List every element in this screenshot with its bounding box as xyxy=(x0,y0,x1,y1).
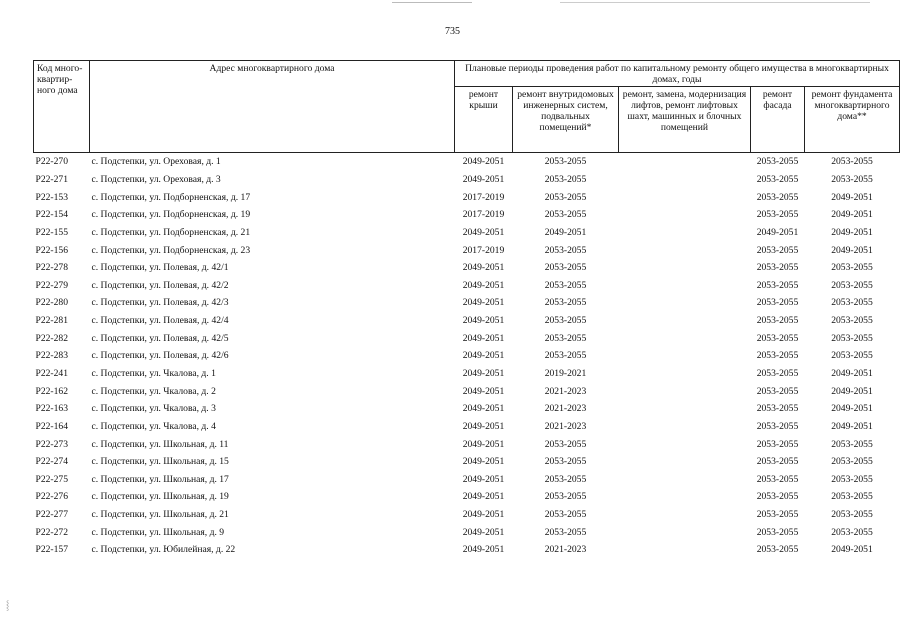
cell-roof: 2049-2051 xyxy=(462,279,505,291)
cell-systems: 2053-2055 xyxy=(544,473,587,485)
cell-lifts xyxy=(619,276,751,294)
cell-foundation: 2053-2055 xyxy=(831,509,873,521)
cell-lifts xyxy=(619,471,751,489)
cell-lifts xyxy=(619,259,751,277)
cell-systems: 2053-2055 xyxy=(544,456,587,468)
cell-lifts xyxy=(619,541,751,559)
cell-code: Р22-272 xyxy=(35,526,69,538)
cell-lifts xyxy=(619,241,751,259)
table-row xyxy=(34,347,900,365)
cell-code: Р22-154 xyxy=(35,209,69,221)
cell-foundation: 2049-2051 xyxy=(831,244,873,256)
cell-roof: 2049-2051 xyxy=(462,332,505,344)
cell-code: Р22-241 xyxy=(35,368,69,379)
cell-foundation: 2053-2055 xyxy=(831,173,873,185)
cell-facade: 2053-2055 xyxy=(756,385,799,397)
header-address: Адрес многоквартирного дома xyxy=(90,61,455,153)
cell-code: Р22-279 xyxy=(35,279,69,291)
cell-foundation: 2053-2055 xyxy=(831,491,873,503)
cell-lifts xyxy=(619,188,751,206)
table-row xyxy=(34,294,900,312)
table-row xyxy=(34,453,900,471)
header-lifts: ремонт, замена, модернизация лифтов, ремонт лифтовых шахт, машинных и блочных помещений xyxy=(619,87,751,153)
table-row xyxy=(34,241,900,259)
cell-roof: 2049-2051 xyxy=(462,509,505,521)
cell-lifts xyxy=(619,418,751,436)
cell-roof: 2049-2051 xyxy=(462,156,505,168)
cell-roof: 2049-2051 xyxy=(462,456,505,468)
cell-systems: 2053-2055 xyxy=(544,244,587,256)
cell-lifts xyxy=(619,153,751,171)
cell-roof: 2049-2051 xyxy=(462,403,505,415)
cell-lifts xyxy=(619,347,751,365)
cell-roof: 2049-2051 xyxy=(462,420,505,432)
cell-lifts xyxy=(619,329,751,347)
cell-roof: 2049-2051 xyxy=(462,262,505,274)
cell-facade: 2053-2055 xyxy=(756,350,799,362)
cell-roof: 2049-2051 xyxy=(462,526,505,538)
table-body xyxy=(34,153,900,559)
cell-lifts xyxy=(619,506,751,524)
cell-address: с. Подстепки, ул. Чкалова, д. 3 xyxy=(91,403,216,415)
top-scan-rule-left xyxy=(392,2,472,3)
capital-repair-table xyxy=(33,60,900,559)
cell-facade: 2049-2051 xyxy=(756,226,799,238)
table-row xyxy=(34,188,900,206)
table-row xyxy=(34,418,900,436)
cell-address: с. Подстепки, ул. Чкалова, д. 4 xyxy=(91,420,216,432)
page-number: 735 xyxy=(445,26,460,37)
cell-roof: 2049-2051 xyxy=(462,491,505,503)
cell-address: с. Подстепки, ул. Подборненская, д. 19 xyxy=(91,209,251,221)
cell-foundation: 2053-2055 xyxy=(831,456,873,468)
cell-facade: 2053-2055 xyxy=(756,544,799,556)
cell-facade: 2053-2055 xyxy=(756,403,799,415)
table-row xyxy=(34,400,900,418)
cell-lifts xyxy=(619,523,751,541)
cell-foundation: 2053-2055 xyxy=(831,315,873,327)
cell-roof: 2049-2051 xyxy=(462,226,505,238)
cell-facade: 2053-2055 xyxy=(756,491,799,503)
table-row xyxy=(34,312,900,330)
cell-code: Р22-277 xyxy=(35,509,69,521)
cell-systems: 2021-2023 xyxy=(544,403,587,415)
cell-lifts xyxy=(619,435,751,453)
cell-code: Р22-156 xyxy=(35,244,69,256)
cell-code: Р22-274 xyxy=(35,456,69,468)
cell-lifts xyxy=(619,453,751,471)
cell-facade: 2053-2055 xyxy=(756,473,799,485)
header-facade: ремонт фасада xyxy=(751,87,805,153)
cell-address: с. Подстепки, ул. Школьная, д. 11 xyxy=(91,438,229,450)
cell-foundation: 2049-2051 xyxy=(831,368,873,379)
cell-code: Р22-275 xyxy=(35,473,69,485)
cell-lifts xyxy=(619,382,751,400)
cell-code: Р22-271 xyxy=(35,173,69,185)
table-row xyxy=(34,541,900,559)
cell-systems: 2019-2021 xyxy=(544,368,587,379)
cell-code: Р22-278 xyxy=(35,262,69,274)
cell-systems: 2053-2055 xyxy=(544,156,587,168)
cell-address: с. Подстепки, ул. Полевая, д. 42/5 xyxy=(91,332,229,344)
cell-foundation: 2053-2055 xyxy=(831,279,873,291)
cell-foundation: 2049-2051 xyxy=(831,385,873,397)
cell-systems: 2049-2051 xyxy=(544,226,587,238)
cell-systems: 2053-2055 xyxy=(544,350,587,362)
table-row xyxy=(34,488,900,506)
cell-address: с. Подстепки, ул. Школьная, д. 21 xyxy=(91,509,229,521)
cell-systems: 2053-2055 xyxy=(544,279,587,291)
cell-address: с. Подстепки, ул. Подборненская, д. 23 xyxy=(91,244,251,256)
cell-systems: 2021-2023 xyxy=(544,385,587,397)
header-foundation: ремонт фундамента многоквартирного дома** xyxy=(805,87,900,153)
cell-address: с. Подстепки, ул. Полевая, д. 42/1 xyxy=(91,262,229,274)
cell-facade: 2053-2055 xyxy=(756,209,799,221)
cell-code: Р22-270 xyxy=(35,156,69,168)
cell-code: Р22-162 xyxy=(35,385,69,397)
cell-address: с. Подстепки, ул. Школьная, д. 19 xyxy=(91,491,229,503)
table-row xyxy=(34,382,900,400)
table-row xyxy=(34,365,900,383)
cell-systems: 2053-2055 xyxy=(544,491,587,503)
table-row xyxy=(34,435,900,453)
cell-code: Р22-164 xyxy=(35,420,69,432)
cell-foundation: 2049-2051 xyxy=(831,191,873,203)
cell-address: с. Подстепки, ул. Школьная, д. 15 xyxy=(91,456,229,468)
cell-address: с. Подстепки, ул. Чкалова, д. 1 xyxy=(91,368,216,379)
cell-address: с. Подстепки, ул. Подборненская, д. 17 xyxy=(91,191,251,203)
cell-systems: 2053-2055 xyxy=(544,332,587,344)
cell-address: с. Подстепки, ул. Чкалова, д. 2 xyxy=(91,385,216,397)
header-systems: ремонт внутридомовых инженерных систем, подвальных помещений* xyxy=(513,87,619,153)
cell-foundation: 2053-2055 xyxy=(831,297,873,309)
cell-code: Р22-153 xyxy=(35,191,69,203)
cell-foundation: 2049-2051 xyxy=(831,420,873,432)
cell-systems: 2021-2023 xyxy=(544,544,587,556)
cell-address: с. Подстепки, ул. Ореховая, д. 3 xyxy=(91,173,221,185)
cell-roof: 2017-2019 xyxy=(462,209,505,221)
table-row xyxy=(34,471,900,489)
cell-foundation: 2053-2055 xyxy=(831,473,873,485)
cell-roof: 2049-2051 xyxy=(462,544,505,556)
cell-roof: 2017-2019 xyxy=(462,191,505,203)
cell-roof: 2049-2051 xyxy=(462,473,505,485)
cell-code: Р22-281 xyxy=(35,315,69,327)
header-periods-group: Плановые периоды проведения работ по капитальному ремонту общего имущества в многоквартирных домах, годы xyxy=(455,61,900,87)
table-row xyxy=(34,506,900,524)
cell-foundation: 2049-2051 xyxy=(831,403,873,415)
cell-facade: 2053-2055 xyxy=(756,332,799,344)
cell-foundation: 2053-2055 xyxy=(831,156,873,168)
cell-facade: 2053-2055 xyxy=(756,438,799,450)
table-row xyxy=(34,259,900,277)
cell-facade: 2053-2055 xyxy=(756,456,799,468)
cell-systems: 2053-2055 xyxy=(544,315,587,327)
cell-roof: 2017-2019 xyxy=(462,244,505,256)
cell-facade: 2053-2055 xyxy=(756,509,799,521)
scan-margin-mark: ⸾ xyxy=(6,600,10,610)
cell-code: Р22-280 xyxy=(35,297,69,309)
cell-facade: 2053-2055 xyxy=(756,156,799,168)
cell-roof: 2049-2051 xyxy=(462,350,505,362)
cell-code: Р22-283 xyxy=(35,350,69,362)
cell-code: Р22-276 xyxy=(35,491,69,503)
cell-lifts xyxy=(619,488,751,506)
cell-facade: 2053-2055 xyxy=(756,368,799,379)
cell-address: с. Подстепки, ул. Подборненская, д. 21 xyxy=(91,226,251,238)
cell-systems: 2053-2055 xyxy=(544,526,587,538)
cell-systems: 2021-2023 xyxy=(544,420,587,432)
cell-foundation: 2053-2055 xyxy=(831,438,873,450)
table-row xyxy=(34,153,900,171)
cell-roof: 2049-2051 xyxy=(462,368,505,379)
cell-lifts xyxy=(619,294,751,312)
cell-systems: 2053-2055 xyxy=(544,509,587,521)
cell-facade: 2053-2055 xyxy=(756,191,799,203)
cell-facade: 2053-2055 xyxy=(756,262,799,274)
table-row xyxy=(34,329,900,347)
header-roof: ремонт крыши xyxy=(455,87,513,153)
cell-code: Р22-157 xyxy=(35,544,69,556)
cell-facade: 2053-2055 xyxy=(756,526,799,538)
cell-systems: 2053-2055 xyxy=(544,297,587,309)
cell-code: Р22-155 xyxy=(35,226,69,238)
cell-roof: 2049-2051 xyxy=(462,315,505,327)
cell-address: с. Подстепки, ул. Школьная, д. 9 xyxy=(91,526,225,538)
cell-code: Р22-163 xyxy=(35,403,69,415)
cell-systems: 2053-2055 xyxy=(544,209,587,221)
cell-address: с. Подстепки, ул. Полевая, д. 42/3 xyxy=(91,297,229,309)
header-row-top xyxy=(34,61,900,87)
cell-lifts xyxy=(619,224,751,242)
cell-facade: 2053-2055 xyxy=(756,173,799,185)
cell-facade: 2053-2055 xyxy=(756,244,799,256)
cell-address: с. Подстепки, ул. Полевая, д. 42/4 xyxy=(91,315,229,327)
table-row xyxy=(34,224,900,242)
cell-lifts xyxy=(619,312,751,330)
cell-facade: 2053-2055 xyxy=(756,279,799,291)
cell-address: с. Подстепки, ул. Полевая, д. 42/6 xyxy=(91,350,229,362)
cell-foundation: 2049-2051 xyxy=(831,226,873,238)
table-row xyxy=(34,206,900,224)
cell-systems: 2053-2055 xyxy=(544,191,587,203)
cell-foundation: 2053-2055 xyxy=(831,332,873,344)
cell-roof: 2049-2051 xyxy=(462,173,505,185)
cell-lifts xyxy=(619,206,751,224)
cell-address: с. Подстепки, ул. Школьная, д. 17 xyxy=(91,473,229,485)
cell-facade: 2053-2055 xyxy=(756,297,799,309)
cell-roof: 2049-2051 xyxy=(462,297,505,309)
table-row xyxy=(34,171,900,189)
cell-code: Р22-282 xyxy=(35,332,69,344)
cell-lifts xyxy=(619,400,751,418)
cell-code: Р22-273 xyxy=(35,438,69,450)
cell-systems: 2053-2055 xyxy=(544,438,587,450)
cell-lifts xyxy=(619,365,751,383)
cell-foundation: 2053-2055 xyxy=(831,526,873,538)
top-scan-rule-right xyxy=(560,2,870,3)
cell-address: с. Подстепки, ул. Юбилейная, д. 22 xyxy=(91,544,236,556)
cell-address: с. Подстепки, ул. Полевая, д. 42/2 xyxy=(91,279,229,291)
cell-facade: 2053-2055 xyxy=(756,420,799,432)
cell-foundation: 2053-2055 xyxy=(831,350,873,362)
table-row xyxy=(34,276,900,294)
cell-roof: 2049-2051 xyxy=(462,385,505,397)
cell-facade: 2053-2055 xyxy=(756,315,799,327)
cell-foundation: 2049-2051 xyxy=(831,209,873,221)
cell-lifts xyxy=(619,171,751,189)
cell-systems: 2053-2055 xyxy=(544,173,587,185)
header-code: Код много-квартир-ного дома xyxy=(34,61,90,153)
cell-roof: 2049-2051 xyxy=(462,438,505,450)
cell-foundation: 2049-2051 xyxy=(831,544,873,556)
cell-address: с. Подстепки, ул. Ореховая, д. 1 xyxy=(91,156,221,168)
cell-foundation: 2053-2055 xyxy=(831,262,873,274)
cell-systems: 2053-2055 xyxy=(544,262,587,274)
table-row xyxy=(34,523,900,541)
